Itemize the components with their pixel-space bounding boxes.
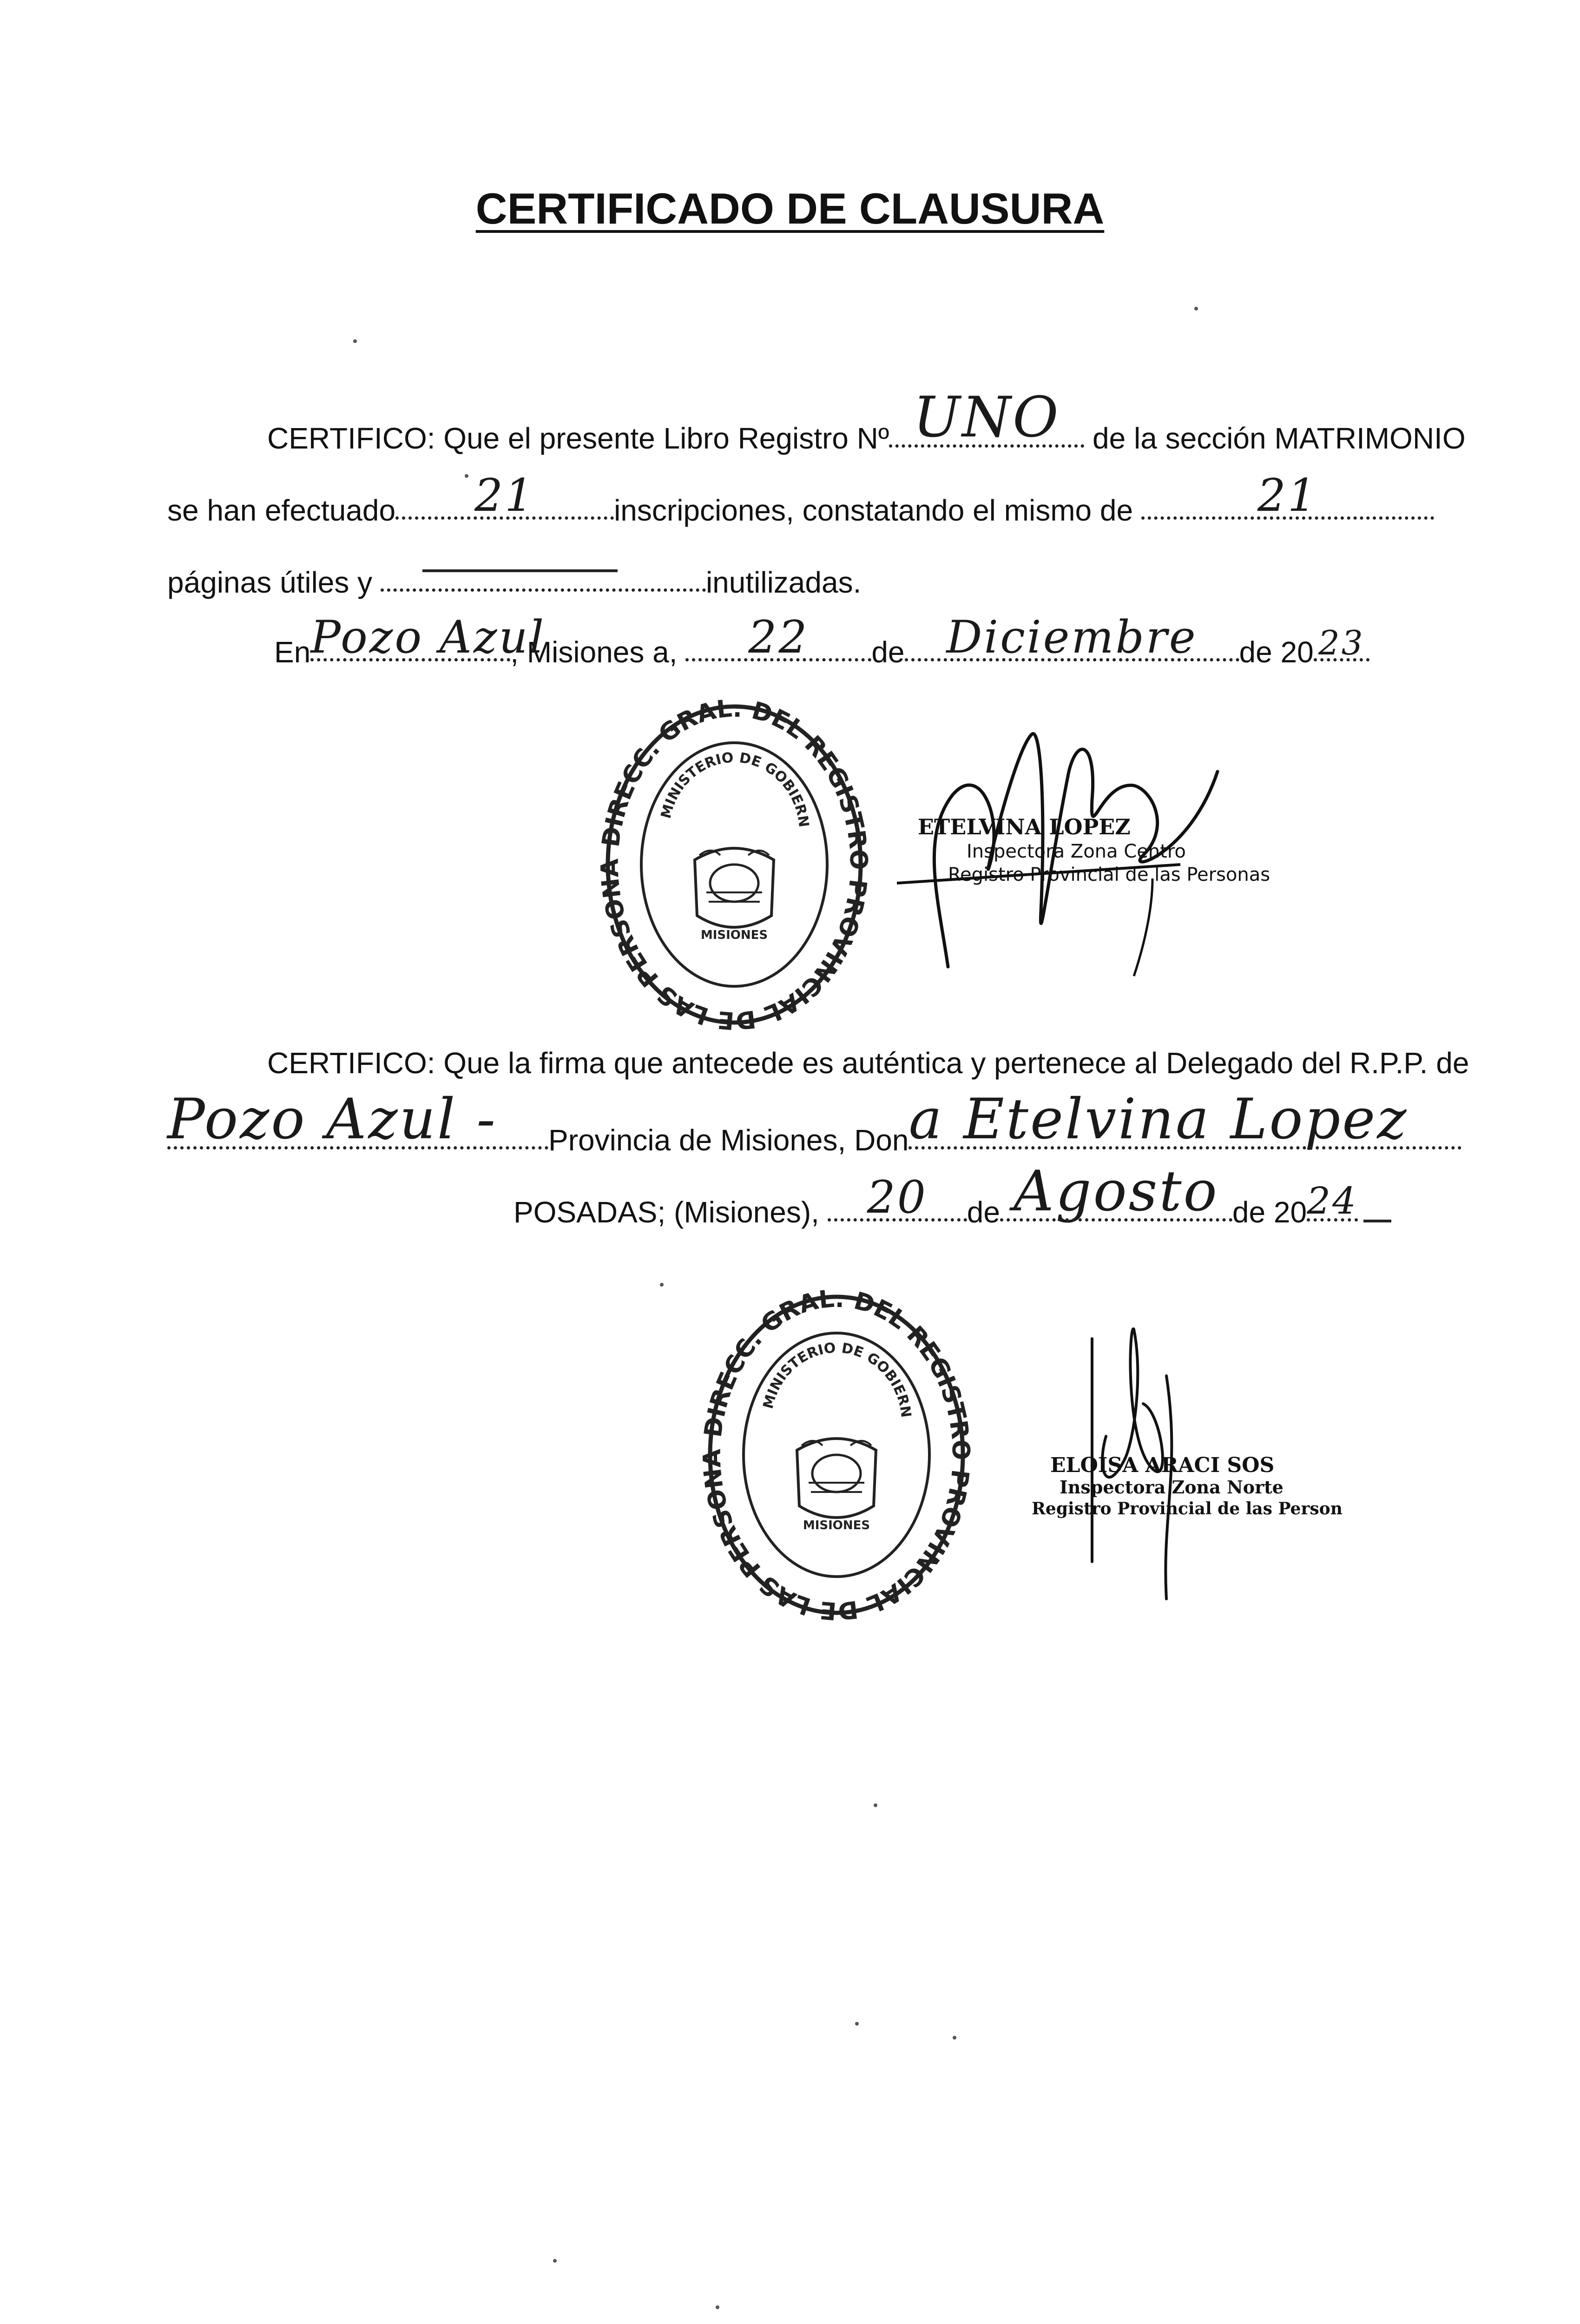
seal-2-ring-text: DIRECC. GRAL. DEL REGISTR PROVINCIAL DE LAS PERSON bbox=[702, 1287, 971, 1622]
cert1-line-1: CERTIFICO: Que el presente Libro Registro Nº UNO de la sección MATRIMONIO bbox=[267, 385, 1466, 455]
scan-speck bbox=[553, 2259, 557, 2263]
cert1-date-line: En Pozo Azul , Misiones a, 22 de Diciembre de 20 23 bbox=[274, 634, 1369, 667]
cert2-person-handwritten: a Etelvina Lopez bbox=[908, 1087, 1409, 1152]
signature-1 bbox=[892, 716, 1271, 995]
cert2-year-handwritten: 24 bbox=[1307, 1179, 1358, 1222]
inscriptions-handwritten: 21 bbox=[474, 469, 535, 522]
scan-speck bbox=[874, 1803, 877, 1807]
seal-1-inner-text: MINISTERIO DE GOBIERN bbox=[658, 749, 812, 828]
signature-1-name: ETELVINA LOPEZ bbox=[918, 814, 1131, 839]
place-handwritten: Pozo Azul bbox=[310, 611, 546, 663]
signature-1-office: Registro Provincial de las Personas bbox=[948, 864, 1271, 885]
seal-2-inner-text: MINISTERIO DE GOBIERN bbox=[760, 1340, 914, 1419]
signature-2-name: ELOISA ARACI SOS bbox=[1050, 1453, 1275, 1477]
signature-2-role: Inspectora Zona Norte bbox=[1060, 1477, 1284, 1498]
cert2-line-2: Pozo Azul - Provincia de Misiones, Don a Etelvina Lopez bbox=[167, 1122, 1462, 1155]
scan-speck bbox=[855, 2022, 859, 2026]
day-handwritten: 22 bbox=[748, 611, 809, 663]
scan-speck bbox=[353, 339, 357, 343]
seal-1-ring-text: DIRECC. GRAL. DEL REGISTR PROVINCIAL DE LAS PERSON bbox=[599, 697, 869, 1032]
seal-1-center-text: MISIONES bbox=[700, 928, 768, 942]
cert2-line-1: CERTIFICO: Que la firma que antecede es auténtica y pertenece al Delegado del R.P.P. de bbox=[267, 1046, 1469, 1080]
book-number-handwritten: UNO bbox=[913, 385, 1060, 450]
cert2-day-handwritten: 20 bbox=[867, 1171, 928, 1223]
scan-speck bbox=[953, 2036, 956, 2040]
cert1-line-2: se han efectuado 21 inscripciones, constatando el mismo de 21 bbox=[167, 493, 1434, 525]
document-title: CERTIFICADO DE CLAUSURA bbox=[475, 184, 1105, 233]
signature-2 bbox=[1013, 1320, 1343, 1618]
cert1-line-3: páginas útiles y inutilizadas. bbox=[167, 566, 862, 599]
seal-2-emblem bbox=[797, 1439, 876, 1518]
crossed-out-dash bbox=[422, 569, 618, 572]
scan-speck bbox=[465, 474, 468, 478]
trailing-dash bbox=[1363, 1220, 1391, 1222]
month-handwritten: Diciembre bbox=[946, 611, 1198, 663]
signature-2-office: Registro Provincial de las Person bbox=[1032, 1499, 1343, 1519]
seal-1-emblem bbox=[695, 848, 774, 927]
signature-1-role: Inspectora Zona Centro bbox=[967, 841, 1186, 862]
cert2-place-handwritten: Pozo Azul - bbox=[167, 1087, 497, 1152]
scan-speck bbox=[1194, 307, 1198, 310]
pages-handwritten: 21 bbox=[1257, 469, 1318, 522]
official-seal-2 bbox=[702, 1287, 971, 1622]
official-seal-1 bbox=[599, 697, 869, 1032]
seal-2-center-text: MISIONES bbox=[803, 1519, 870, 1532]
cert2-month-handwritten: Agosto bbox=[1014, 1159, 1219, 1224]
cert2-date-line: POSADAS; (Misiones), 20 de Agosto de 20 24 bbox=[514, 1195, 1391, 1227]
year-handwritten: 23 bbox=[1318, 623, 1365, 662]
scan-speck bbox=[716, 2305, 719, 2309]
scan-speck bbox=[660, 1283, 664, 1287]
